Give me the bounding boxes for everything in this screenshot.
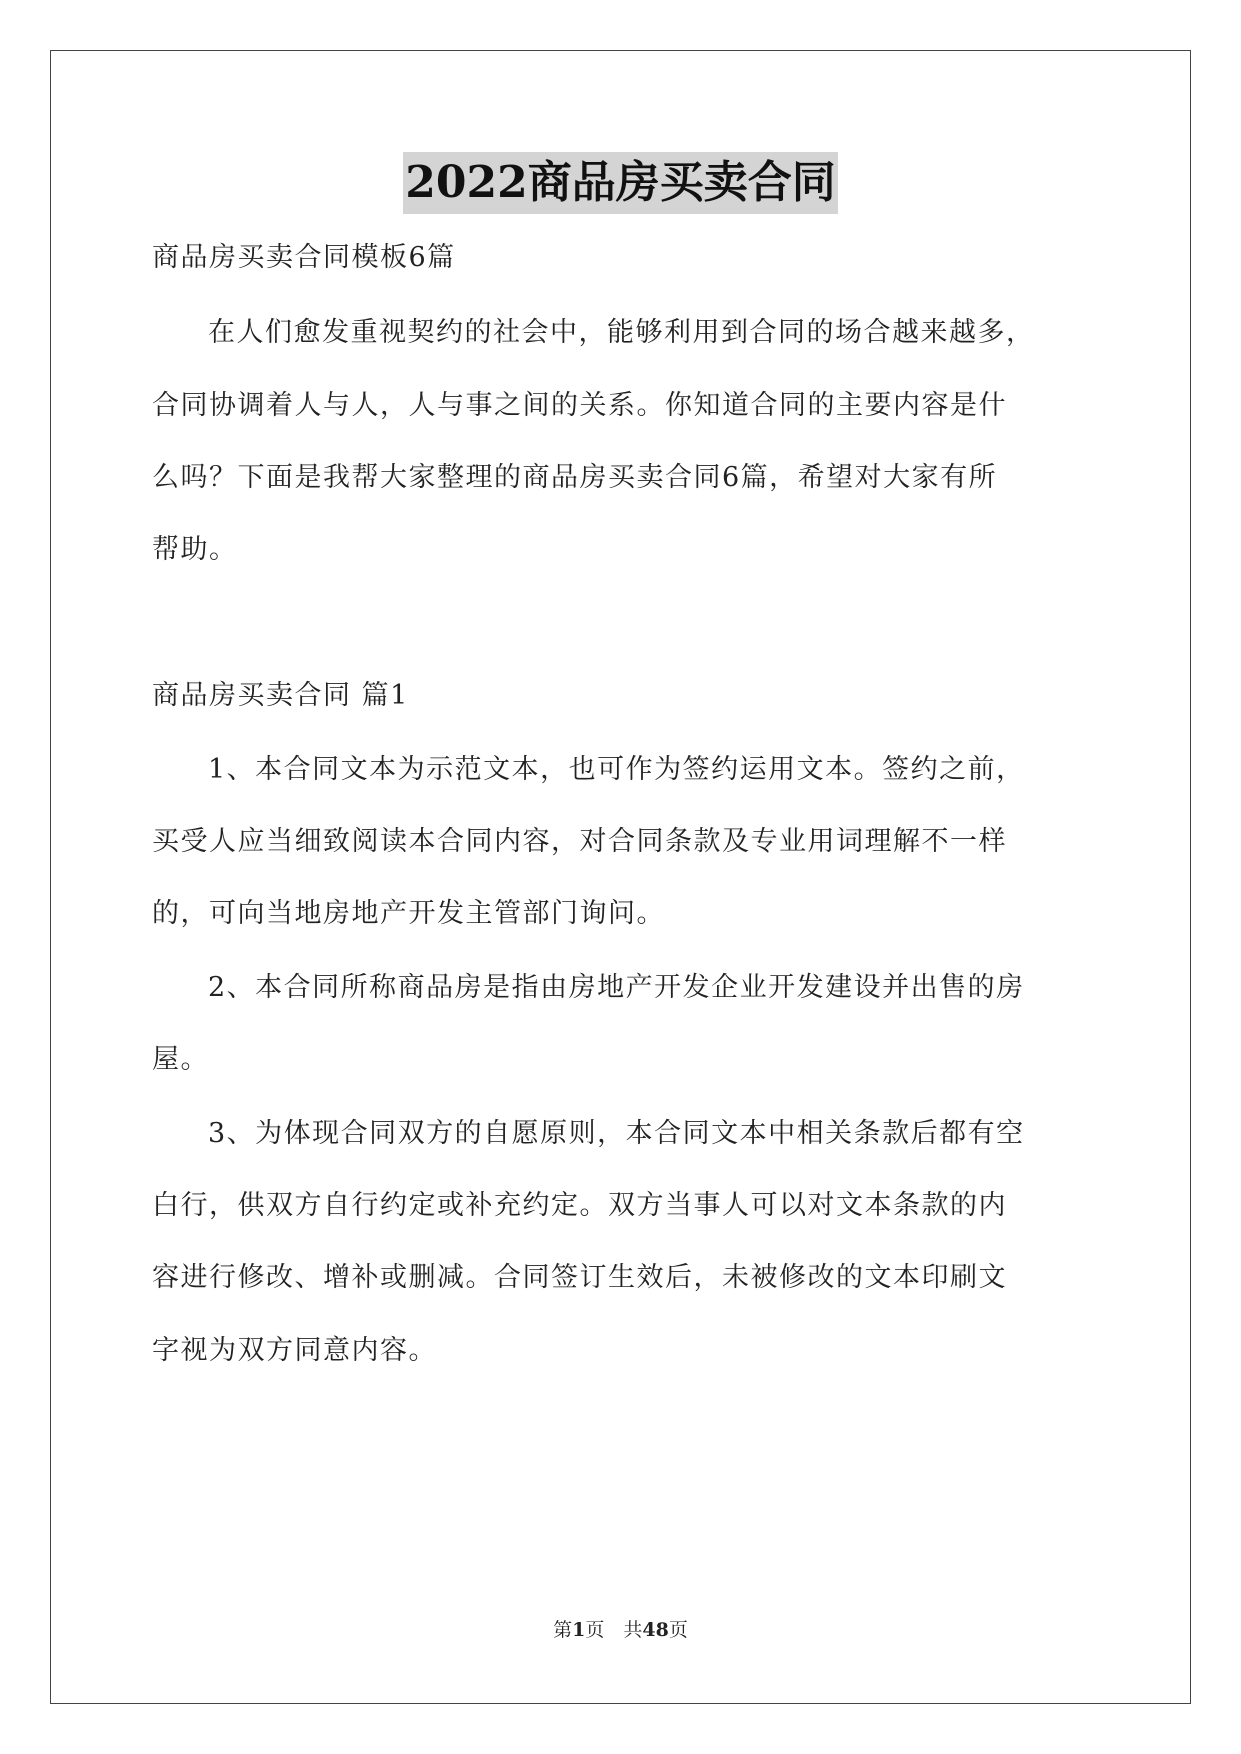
page-footer <box>0 1617 1241 1643</box>
paragraph-line: 帮助。 <box>152 534 238 565</box>
subtitle-line: 商品房买卖合同模板6篇 <box>152 242 456 273</box>
title-container <box>0 152 1241 214</box>
paragraph-line: 的，可向当地房地产开发主管部门询问。 <box>152 898 665 929</box>
paragraph-line: 买受人应当细致阅读本合同内容，对合同条款及专业用词理解不一样 <box>152 826 1007 857</box>
paragraph-line: 白行，供双方自行约定或补充约定。双方当事人可以对文本条款的内 <box>152 1190 1007 1221</box>
document-title: 2022商品房买卖合同 <box>403 152 837 214</box>
paragraph-line: 在人们愈发重视契约的社会中，能够利用到合同的场合越来越多， <box>208 317 1035 348</box>
page-border <box>50 50 1191 1704</box>
paragraph-line: 字视为双方同意内容。 <box>152 1335 437 1366</box>
paragraph-line: 3、为体现合同双方的自愿原则，本合同文本中相关条款后都有空 <box>208 1118 1025 1149</box>
paragraph-line: 1、本合同文本为示范文本，也可作为签约运用文本。签约之前， <box>208 754 1025 785</box>
section-heading: 商品房买卖合同 篇1 <box>152 680 409 711</box>
paragraph-line: 合同协调着人与人，人与事之间的关系。你知道合同的主要内容是什 <box>152 390 1007 421</box>
paragraph-line: 2、本合同所称商品房是指由房地产开发企业开发建设并出售的房 <box>208 972 1025 1003</box>
paragraph-line: 容进行修改、增补或删减。合同签订生效后，未被修改的文本印刷文 <box>152 1262 1007 1293</box>
footer-suffix: 页 <box>668 1619 688 1641</box>
paragraph-line: 屋。 <box>152 1044 209 1075</box>
current-page-number: 1 <box>572 1619 586 1641</box>
paragraph-line: 么吗？下面是我帮大家整理的商品房买卖合同6篇，希望对大家有所 <box>152 462 998 493</box>
footer-middle: 页 共 <box>585 1619 643 1641</box>
total-page-number: 48 <box>642 1619 669 1641</box>
footer-prefix: 第 <box>553 1619 573 1641</box>
